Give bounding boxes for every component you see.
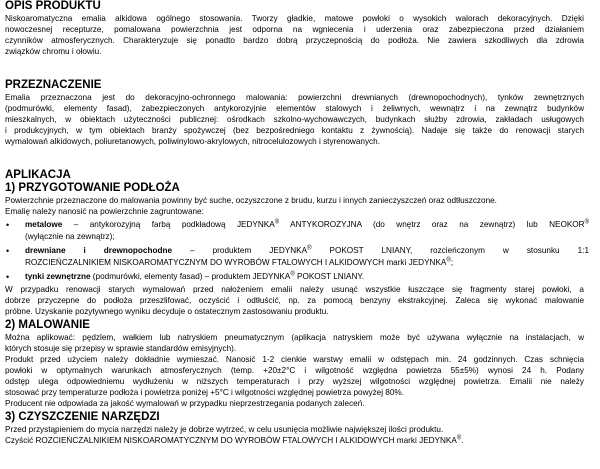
text-line: dobrze przyczepne do podłoża przeszlifować, oczyścić i odtłuścić, np. za pomocą benzyny ekstrakcyjnej. Zaleca się wykonać malowanie — [5, 296, 584, 305]
bullet-marker: • — [6, 246, 10, 256]
text-line: Czyścić ROZCIEŃCZALNIKIEM NISKOAROMATYCZNYM DO WYROBÓW FTALOWYCH I ALKIDOWYCH marki JEDYNKA®. — [5, 435, 464, 445]
text-line: Produkt przed użyciem należy dokładnie wymieszać. Nanosić 1-2 cienkie warstwy emalii w odstępach min. 24 godzinnych. Czas schnięcia — [5, 355, 584, 364]
text-line: czynników atmosferycznych. Charakteryzuje się ponadto bardzo dobrą przyczepnością do podłoża. Nie zawiera szkodliwych dla zdrowia — [5, 36, 584, 45]
text-line: Producent nie odpowiada za jakość wymalowań w przypadku nieprzestrzegania podanych zaleceń. — [5, 399, 365, 408]
text-line: (podmurówki, elementy fasad), zabezpieczonych antykorozyjnie elementów stalowych i żeliwnych, wewnątrz i na zewnątrz budynków — [5, 104, 584, 113]
text-line: (wyłącznie na zewnątrz); — [25, 232, 115, 241]
czyszczenie-heading: 3) CZYSZCZENIE NARZĘDZI — [5, 411, 160, 423]
bullet-marker: • — [6, 220, 10, 230]
text-line: związków chromu i ołowiu. — [5, 47, 102, 56]
text-line: drewniane i drewnopochodne – produktem JEDYNKA® POKOST LNIANY, rozcieńczonym w stosunku 1:1 — [25, 245, 590, 255]
text-line: i produkcyjnych, w tym obiektach branży spożywczej (bez bezpośredniego kontaktu z żywnością). Nadaje się także do renowacji starych — [5, 126, 584, 135]
text-line: nowoczesnej recepturze, pomalowana powierzchnia jest odporna na wgniecenia i uderzenia oraz zabezpieczona przed działaniem — [5, 25, 584, 34]
text-line: odstęp ulega odpowiedniemu wydłużeniu w niższych temperaturach i przy wyższej wilgotności względnej powietrza. Emalii nie należy — [5, 377, 584, 386]
text-line: których stosuje się przepisy w sprawie standardów emisyjnych). — [5, 344, 237, 353]
text-line: ROZCIEŃCZALNIKIEM NISKOAROMATYCZNYM DO WYROBÓW FTALOWYCH I ALKIDOWYCH marki JEDYNKA®; — [25, 257, 454, 267]
text-line: Niskoaromatyczna emalia alkidowa ogólnego stosowania. Tworzy gładkie, matowe powłoki o wysokich walorach dekoracyjnych. Dzięki — [5, 14, 584, 23]
opis-heading: OPIS PRODUKTU — [5, 0, 101, 12]
text-line: Powierzchnie przeznaczone do malowania powinny być suche, oczyszczone z brudu, kurzu i innych zanieczyszczeń oraz odtłuszczone. — [5, 196, 497, 205]
aplikacja-heading: APLIKACJA — [5, 169, 71, 181]
text-line: stosować przy temperaturze podłoża i powietrza poniżej +5°C i wilgotności względnej powietrza powyżej 80%. — [5, 388, 404, 397]
text-line: W przypadku renowacji starych wymalowań przed nałożeniem emalii należy usunąć wszystkie łuszczące się fragmenty starej powłoki, a — [5, 285, 584, 294]
text-line: metalowe – antykorozyjną farbą podkładową JEDYNKA® ANTYKOROZYJNA (do wnętrz oraz na zewnątrz) lub NEOKOR® — [25, 219, 589, 229]
text-line: tynki zewnętrzne (podmurówki, elementy fasad) – produktem JEDYNKA® POKOST LNIANY. — [25, 271, 365, 281]
text-line: Można aplikować: pędzlem, wałkiem lub natryskiem pneumatycznym (aplikacja natryskiem może być używana wyłącznie na instalacjach, w — [5, 333, 584, 342]
text-line: Przed przystąpieniem do mycia narzędzi należy je dobrze wytrzeć, w celu usunięcia możliwie największej ilości produktu. — [5, 425, 444, 434]
text-line: mieszkalnych, w obiektach użyteczności publicznej: ośrodkach szkolno-wychowawczych, budynkach służby zdrowia, zakładach usługowych — [5, 115, 584, 124]
malowanie-heading: 2) MALOWANIE — [5, 319, 90, 331]
text-line: próbne. Uzyskanie pozytywnego wyniku decyduje o ostatecznym zastosowaniu produktu. — [5, 307, 329, 316]
przeznaczenie-heading: PRZEZNACZENIE — [5, 79, 102, 91]
text-line: wymalowań alkidowych, poliuretanowych, poliwinylowo-akrylowych, nitrocelulozowych i styrenowanych. — [5, 137, 380, 146]
text-line: powłoki w optymalnych warunkach atmosferycznych (temp. +20±2°C i wilgotność względna powietrza 55±5%) wynosi 24 h. Podany — [5, 366, 584, 375]
text-line: Emalia przeznaczona jest do dekoracyjno-ochronnego malowania: powierzchni drewnianych (drewnopochodnych), tynków zewnętrznych — [5, 93, 584, 102]
text-line: Emalię należy nanosić na powierzchnie zagruntowane: — [5, 207, 204, 216]
przygotowanie-heading: 1) PRZYGOTOWANIE PODŁOŻA — [5, 182, 180, 194]
bullet-marker: • — [6, 272, 10, 282]
